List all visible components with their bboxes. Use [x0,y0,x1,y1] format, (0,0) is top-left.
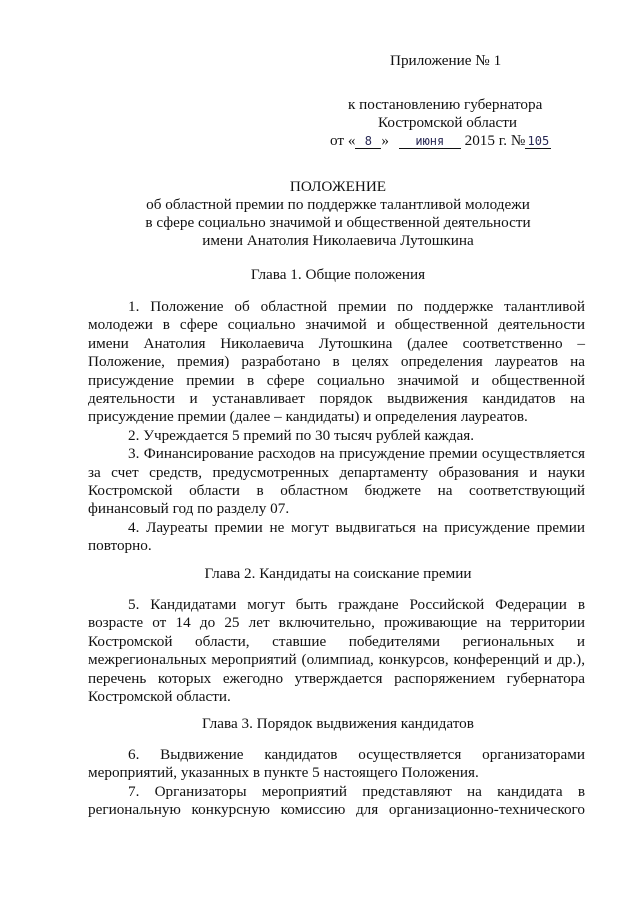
document-heading: ПОЛОЖЕНИЕ [289,178,387,195]
decree-date-line [330,132,551,150]
decree-region: Костромской области [378,114,518,131]
title-line-1: об областной премии по поддержке талантливой молодежи [146,196,530,213]
decree-reference: к постановлению губернатора [348,96,543,113]
decree-month: июня [399,134,461,149]
title-line-2: в сфере социально значимой и общественной деятельности [145,214,531,231]
chapter-3-title: Глава 3. Порядок выдвижения кандидатов [202,715,474,732]
date-mid: » [381,132,390,149]
date-prefix: от « [330,132,356,149]
paragraph-2: 2. Учреждается 5 премий по 30 тысяч рублей каждая. [128,426,474,444]
paragraph-5: 5. Кандидатами могут быть граждане Российской Федерации в возрасте от 14 до 25 лет включительно, проживающие на территории Костромской области, ставшие победителями региональных и межрегиональных мероприятий (олимпиад, конкурсов, конференций и др.), перечень которых ежегодно утверждается распоряжением губернатора Костромской области. [88,596,585,706]
paragraph-7: 7. Организаторы мероприятий представляют на кандидата в региональную конкурсную комиссию для организационно-технического [88,782,585,819]
decree-number: 105 [525,134,551,149]
paragraph-6: 6. Выдвижение кандидатов осуществляется организаторами мероприятий, указанных в пункте 5 настоящего Положения. [88,746,585,782]
paragraph-4: 4. Лауреаты премии не могут выдвигаться на присуждение премии повторно. [88,518,585,555]
paragraph-3: 3. Финансирование расходов на присуждение премии осуществляется за счет средств, предусмотренных департаменту образования и науки Костромской области в областном бюджете на соответствующий финансовый год по разделу 07. [88,445,585,518]
paragraph-1: 1. Положение об областной премии по поддержке талантливой молодежи в сфере социально значимой и общественной деятельности имени Анатолия Николаевича Лутошкина (далее соответственно – Положение, премия) разработано в целях определения лауреатов на присуждение премии в сфере социально значимой и общественной деятельности и устанавливает порядок выдвижения кандидатов на присуждение премии (далее – кандидаты) и определения лауреатов. [88,298,585,426]
chapter-3-body [88,746,585,820]
decree-day: 8 [355,134,381,149]
appendix-number: Приложение № 1 [390,52,502,69]
title-line-3: имени Анатолия Николаевича Лутошкина [202,232,474,249]
chapter-2-title: Глава 2. Кандидаты на соискание премии [204,565,472,582]
chapter-2-body [88,596,585,706]
chapter-1-body [88,298,585,556]
date-year: 2015 г. № [464,132,526,149]
chapter-1-title: Глава 1. Общие положения [250,266,426,283]
